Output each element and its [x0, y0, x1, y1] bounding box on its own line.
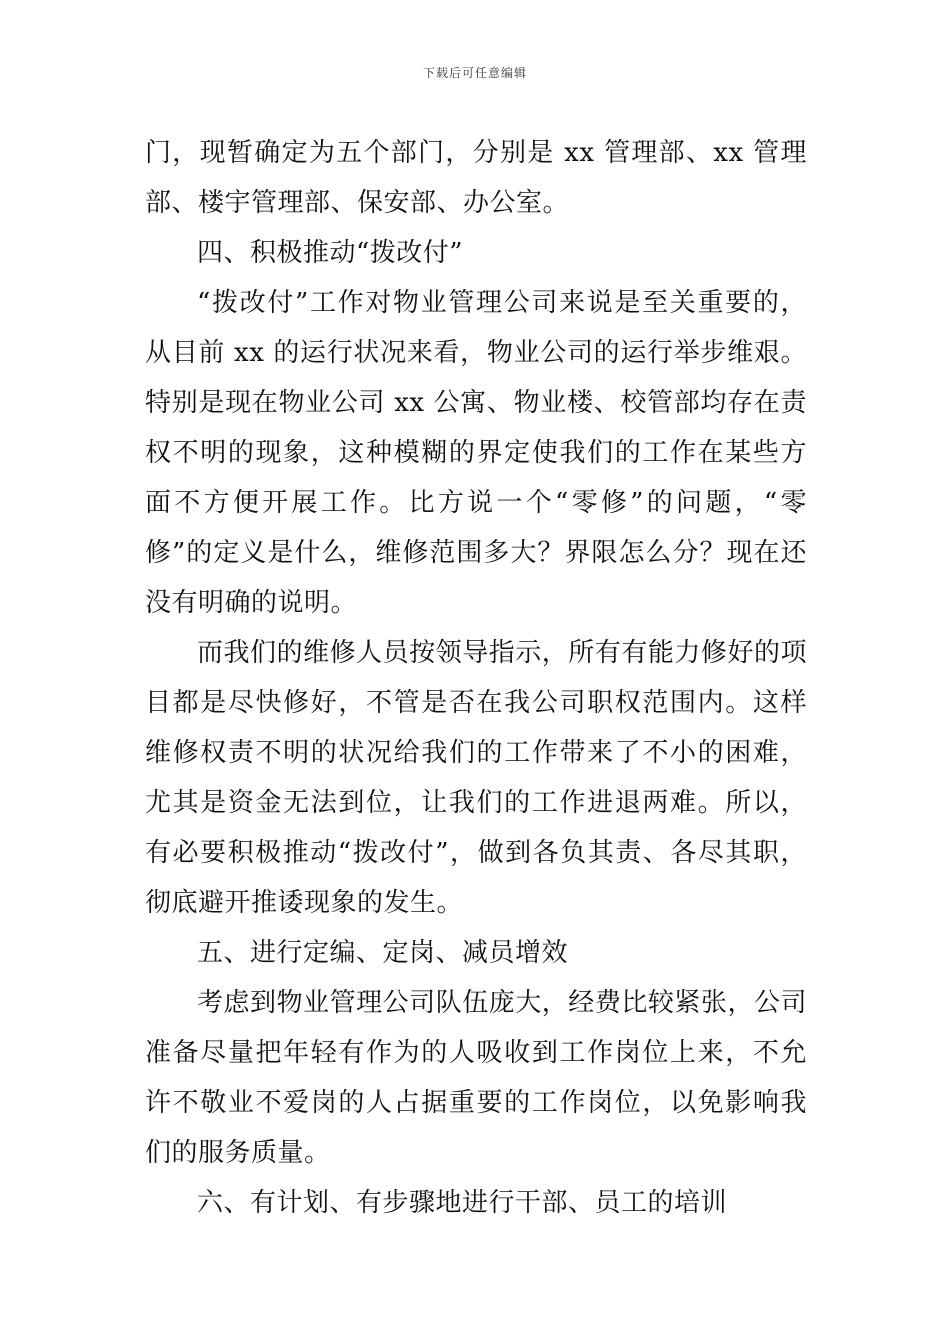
paragraph-staffing: 考虑到物业管理公司队伍庞大，经费比较紧张，公司准备尽量把年轻有作为的人吸收到工作岗位上来，不允许不敬业不爱岗的人占据重要的工作岗位，以免影响我们的服务质量。: [145, 988, 807, 1168]
heading-section-five: 五、进行定编、定岗、减员增效: [197, 938, 569, 968]
paragraph-repair-staff: 而我们的维修人员按领导指示，所有有能力修好的项目都是尽快修好，不管是否在我公司职权范围内。这样维修权责不明的状况给我们的工作带来了不小的困难，尤其是资金无法到位，让我们的工作进退两难。所以，有必要积极推动“拨改付”，做到各负其责、各尽其职，彻底避开推诿现象的发生。: [145, 638, 807, 918]
paragraph-bogaifu-importance: “拨改付”工作对物业管理公司来说是至关重要的，从目前 xx 的运行状况来看，物业公司的运行举步维艰。特别是现在物业公司 xx 公寓、物业楼、校管部均存在责权不明的现象，这种模糊的界定使我们的工作在某些方面不方便开展工作。比方说一个“零修”的问题，“零修”的定义是什么，维修范围多大？界限怎么分？现在还没有明确的说明。: [145, 288, 807, 618]
page-header: 下载后可任意编辑: [422, 66, 527, 80]
heading-section-four: 四、积极推动“拨改付”: [197, 238, 464, 268]
paragraph-departments: 门，现暂确定为五个部门，分别是 xx 管理部、xx 管理部、楼宇管理部、保安部、办公室。: [145, 138, 807, 218]
heading-section-six: 六、有计划、有步骤地进行干部、员工的培训: [197, 1188, 728, 1218]
document-body: [145, 128, 807, 1228]
